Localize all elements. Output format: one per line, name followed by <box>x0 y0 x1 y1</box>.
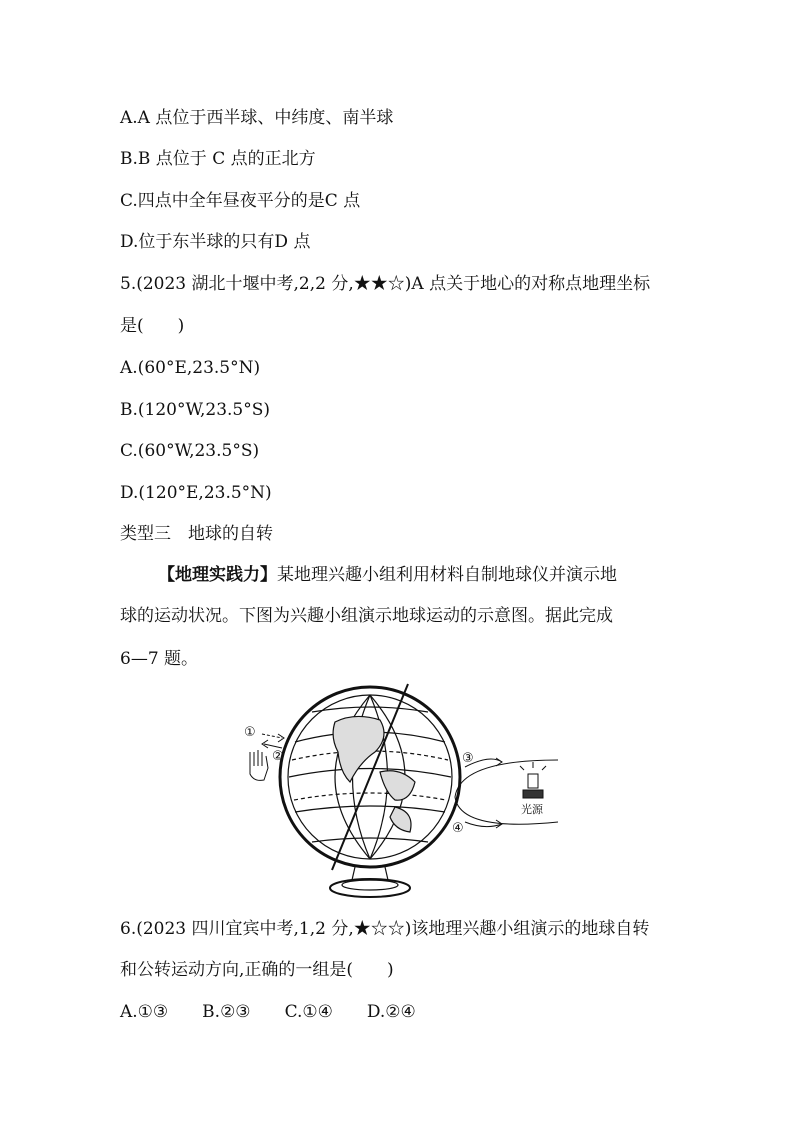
rotation-arrows <box>262 734 284 748</box>
q6-option-b: B.②③ <box>202 1002 251 1022</box>
label-1: ① <box>244 725 256 740</box>
q5-stem-line2: 是( ) <box>120 316 185 336</box>
light-label: 光源 <box>521 803 543 816</box>
practice-tag: 【地理实践力】 <box>158 565 277 585</box>
q6-stem-line1: 6.(2023 四川宜宾中考,1,2 分,★☆☆)该地理兴趣小组演示的地球自转 <box>120 919 650 939</box>
q5-option-c: C.(60°W,23.5°S) <box>120 441 260 461</box>
q4-option-c: C.四点中全年昼夜平分的是C 点 <box>120 191 361 211</box>
q4-option-b: B.B 点位于 C 点的正北方 <box>120 149 316 169</box>
q6-option-a: A.①③ <box>120 1002 169 1022</box>
section-title: 类型三 地球的自转 <box>120 524 273 544</box>
q6-stem-line2: 和公转运动方向,正确的一组是( ) <box>120 960 394 980</box>
q5-option-a: A.(60°E,23.5°N) <box>120 358 261 378</box>
label-3: ③ <box>462 751 474 766</box>
label-2: ② <box>272 749 284 764</box>
q5-option-b: B.(120°W,23.5°S) <box>120 400 271 420</box>
light-source-icon <box>520 762 546 798</box>
practice-line1 <box>158 564 617 586</box>
globe-figure <box>240 682 570 902</box>
practice-line1-text: 某地理兴趣小组利用材料自制地球仪并演示地 <box>277 565 617 585</box>
label-4: ④ <box>452 821 464 836</box>
practice-line3: 6—7 题。 <box>120 649 199 669</box>
q4-option-d: D.位于东半球的只有D 点 <box>120 232 311 252</box>
q6-options <box>120 1001 450 1023</box>
q5-stem-line1: 5.(2023 湖北十堰中考,2,2 分,★★☆)A 点关于地心的对称点地理坐标 <box>120 274 651 294</box>
hand-icon <box>250 750 268 780</box>
q5-option-d: D.(120°E,23.5°N) <box>120 483 272 503</box>
q4-option-a: A.A 点位于西半球、中纬度、南半球 <box>120 108 394 128</box>
q6-option-d: D.②④ <box>366 1002 416 1022</box>
q6-option-c: C.①④ <box>284 1002 333 1022</box>
practice-line2: 球的运动状况。下图为兴趣小组演示地球运动的示意图。据此完成 <box>120 606 613 626</box>
